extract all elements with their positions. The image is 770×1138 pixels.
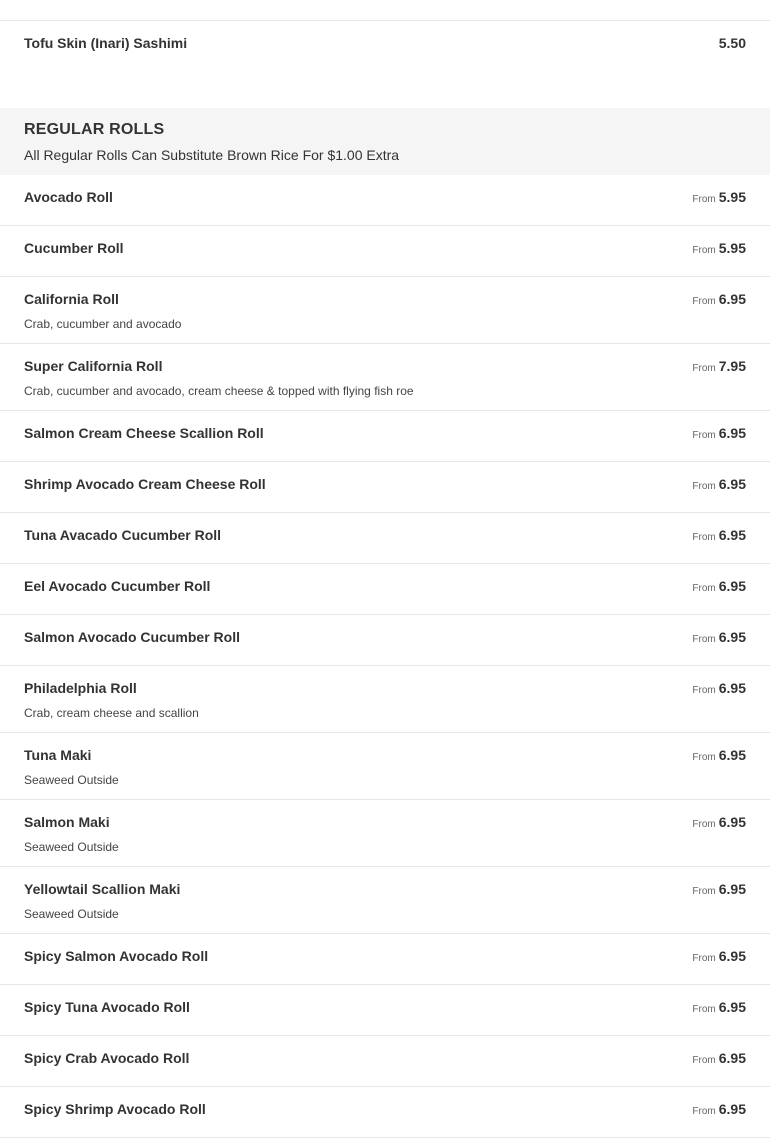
price-box	[719, 0, 746, 2]
menu-item[interactable]	[0, 666, 770, 733]
item-price: 6.95	[718, 747, 746, 763]
price-box	[692, 240, 746, 258]
menu-item[interactable]	[0, 344, 770, 411]
item-name: Salmon Avocado Cucumber Roll	[24, 629, 240, 645]
menu-item[interactable]	[0, 277, 770, 344]
price-box	[692, 629, 746, 647]
price-box	[692, 814, 746, 832]
menu-item[interactable]	[0, 985, 770, 1036]
from-label: From	[692, 430, 716, 441]
from-label: From	[692, 481, 716, 492]
price-box	[692, 747, 746, 765]
item-price: 6.95	[718, 578, 746, 594]
item-price: 5.50	[718, 35, 746, 51]
menu-item[interactable]	[0, 564, 770, 615]
menu-item[interactable]	[0, 513, 770, 564]
section-note: All Regular Rolls Can Substitute Brown Rice For $1.00 Extra	[24, 147, 400, 163]
menu-item[interactable]	[0, 1036, 770, 1087]
from-label: From	[692, 685, 716, 696]
item-name: Salmon Maki	[24, 814, 110, 830]
price-box	[692, 1101, 746, 1119]
item-name: Eel Avocado Cucumber Roll	[24, 578, 211, 594]
from-label: From	[692, 752, 716, 763]
item-name: Avocado Roll	[24, 189, 113, 205]
from-label: From	[692, 886, 716, 897]
item-name: Tofu Skin (Inari) Sashimi	[24, 35, 188, 51]
from-label: From	[692, 194, 716, 205]
from-label: From	[692, 953, 716, 964]
menu-item[interactable]	[0, 21, 770, 108]
item-description: Seaweed Outside	[24, 773, 119, 787]
from-label: From	[692, 1055, 716, 1066]
price-box	[692, 999, 746, 1017]
menu-item[interactable]	[0, 411, 770, 462]
item-price: 5.95	[718, 189, 746, 205]
item-price: 6.95	[718, 680, 746, 696]
price-box	[692, 1050, 746, 1068]
item-price: 6.95	[718, 814, 746, 830]
item-price: 6.95	[718, 476, 746, 492]
from-label: From	[692, 583, 716, 594]
item-price: 6.95	[718, 999, 746, 1015]
from-label: From	[692, 1106, 716, 1117]
item-name: Spicy Tuna Avocado Roll	[24, 999, 190, 1015]
price-box	[692, 578, 746, 596]
item-name: Cucumber Roll	[24, 240, 124, 256]
menu-item[interactable]	[0, 867, 770, 934]
section-title: REGULAR ROLLS	[24, 121, 165, 138]
item-price: 6.95	[718, 1101, 746, 1117]
price-box	[692, 527, 746, 545]
section-header	[0, 108, 770, 175]
price-box	[692, 189, 746, 207]
menu-item[interactable]	[0, 226, 770, 277]
from-label: From	[692, 296, 716, 307]
from-label: From	[692, 532, 716, 543]
menu-item-partial[interactable]	[0, 0, 770, 21]
item-price: 6.95	[718, 948, 746, 964]
item-name: Tuna Avacado Cucumber Roll	[24, 527, 222, 543]
item-name: Spicy Shrimp Avocado Roll	[24, 1101, 206, 1117]
item-name: Shrimp Avocado Cream Cheese Roll	[24, 476, 266, 492]
item-price: 6.95	[718, 527, 746, 543]
menu-item[interactable]	[0, 1087, 770, 1138]
price-box	[692, 881, 746, 899]
price-box	[692, 425, 746, 443]
price-box	[692, 358, 746, 376]
item-name: Yellowtail Scallion Maki	[24, 881, 181, 897]
item-description: Seaweed Outside	[24, 907, 119, 921]
item-name: Tuna Maki	[24, 747, 92, 763]
menu-item[interactable]	[0, 733, 770, 800]
from-label: From	[692, 634, 716, 645]
item-price: 6.95	[718, 881, 746, 897]
price-box	[692, 291, 746, 309]
menu-item[interactable]	[0, 462, 770, 513]
price-box	[719, 35, 746, 53]
item-name: Spicy Salmon Avocado Roll	[24, 948, 209, 964]
from-label: From	[692, 245, 716, 256]
menu-item[interactable]	[0, 175, 770, 226]
item-price: 5.95	[718, 240, 746, 256]
menu-item[interactable]	[0, 800, 770, 867]
item-price: 6.95	[718, 629, 746, 645]
from-label: From	[692, 363, 716, 374]
item-name: California Roll	[24, 291, 119, 307]
item-price: 6.95	[718, 291, 746, 307]
menu-item[interactable]	[0, 934, 770, 985]
from-label: From	[692, 819, 716, 830]
item-description: Seaweed Outside	[24, 840, 119, 854]
item-name: Super California Roll	[24, 358, 163, 374]
price-box	[692, 476, 746, 494]
item-price: 6.95	[718, 1050, 746, 1066]
from-label: From	[692, 1004, 716, 1015]
item-name: Salmon Cream Cheese Scallion Roll	[24, 425, 264, 441]
item-description: Crab, cream cheese and scallion	[24, 706, 199, 720]
item-name: Philadelphia Roll	[24, 680, 137, 696]
item-price: 7.95	[718, 358, 746, 374]
price-box	[692, 948, 746, 966]
item-name: Spicy Crab Avocado Roll	[24, 1050, 190, 1066]
item-price: 6.95	[718, 425, 746, 441]
price-box	[692, 680, 746, 698]
item-description: Crab, cucumber and avocado	[24, 317, 182, 331]
menu-item[interactable]	[0, 615, 770, 666]
item-description: Crab, cucumber and avocado, cream cheese & topped with flying fish roe	[24, 384, 414, 398]
